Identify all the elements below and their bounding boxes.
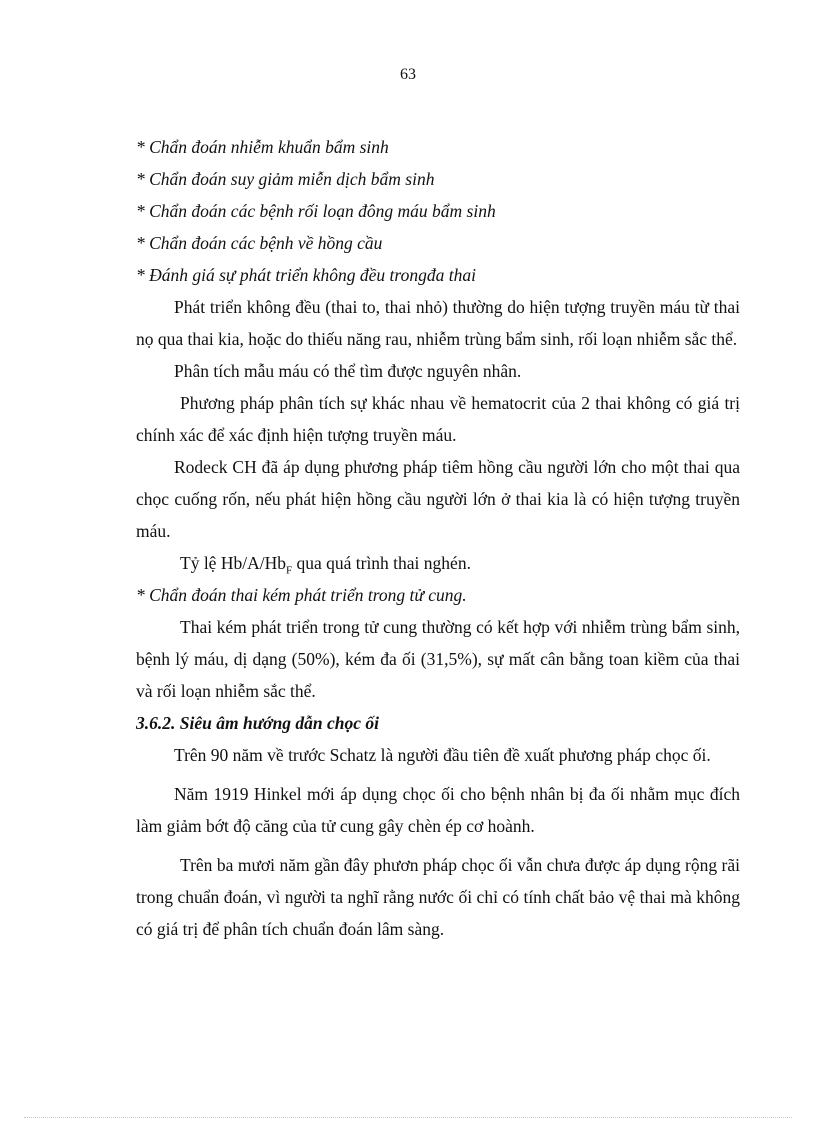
paragraph-blood-sample: Phân tích mẫu máu có thể tìm được nguyên nhân. [174, 361, 522, 381]
section-heading: 3.6.2. Siêu âm hướng dẫn chọc ối [136, 713, 380, 733]
bullet-growth-restriction: * Chẩn đoán thai kém phát triển trong tử cung. [136, 585, 467, 605]
document-body [136, 131, 740, 945]
footer-divider [24, 1117, 792, 1118]
hb-ratio-text: Tỷ lệ Hb/A/Hb [180, 553, 286, 573]
paragraph-growth-restriction: Thai kém phát triển trong tử cung thường có kết hợp với nhiễm trùng bẩm sinh, bệnh lý máu, dị dạng (50%), kém đa ối (31,5%), sự mất cân bằng toan kiềm của thai và rối loạn nhiễm sắc thể. [136, 617, 740, 701]
bullet-twin-growth: * Đánh giá sự phát triển không đều trongđa thai [136, 265, 476, 285]
paragraph-hematocrit: Phương pháp phân tích sự khác nhau về hematocrit của 2 thai không có giá trị chính xác để xác định hiện tượng truyền máu. [136, 393, 740, 445]
paragraph-schatz: Trên 90 năm về trước Schatz là người đầu tiên đề xuất phương pháp chọc ối. [174, 745, 711, 765]
paragraph-recent-years: Trên ba mươi năm gần đây phươn pháp chọc ối vẫn chưa được áp dụng rộng rãi trong chuẩn đoán, vì người ta nghĩ rằng nước ối chỉ có tính chất bảo vệ thai mà không có giá trị để phân tích chuẩn đoán lâm sàng. [136, 855, 740, 939]
bullet-coagulation-disorders: * Chẩn đoán các bệnh rối loạn đông máu bẩm sinh [136, 201, 496, 221]
bullet-congenital-immunodeficiency: * Chẩn đoán suy giảm miễn dịch bẩm sinh [136, 169, 435, 189]
paragraph-hinkel: Năm 1919 Hinkel mới áp dụng chọc ối cho bệnh nhân bị đa ối nhằm mục đích làm giảm bớt độ căng của tử cung gây chèn ép cơ hoành. [136, 784, 740, 836]
bullet-red-cell-diseases: * Chẩn đoán các bệnh về hồng cầu [136, 233, 383, 253]
hb-ratio-rest: qua quá trình thai nghén. [292, 553, 471, 573]
paragraph-hb-ratio [136, 547, 740, 579]
hb-ratio-subscript: F [285, 564, 293, 577]
page-number: 63 [400, 66, 416, 83]
paragraph-uneven-growth: Phát triển không đều (thai to, thai nhỏ) thường do hiện tượng truyền máu từ thai nọ qua thai kia, hoặc do thiếu năng rau, nhiễm trùng bẩm sinh, rối loạn nhiễm sắc thể. [136, 297, 740, 349]
paragraph-rodeck: Rodeck CH đã áp dụng phương pháp tiêm hồng cầu người lớn cho một thai qua chọc cuống rốn, nếu phát hiện hồng cầu người lớn ở thai kia là có hiện tượng truyền máu. [136, 457, 740, 541]
bullet-congenital-infection: * Chẩn đoán nhiễm khuẩn bẩm sinh [136, 137, 389, 157]
